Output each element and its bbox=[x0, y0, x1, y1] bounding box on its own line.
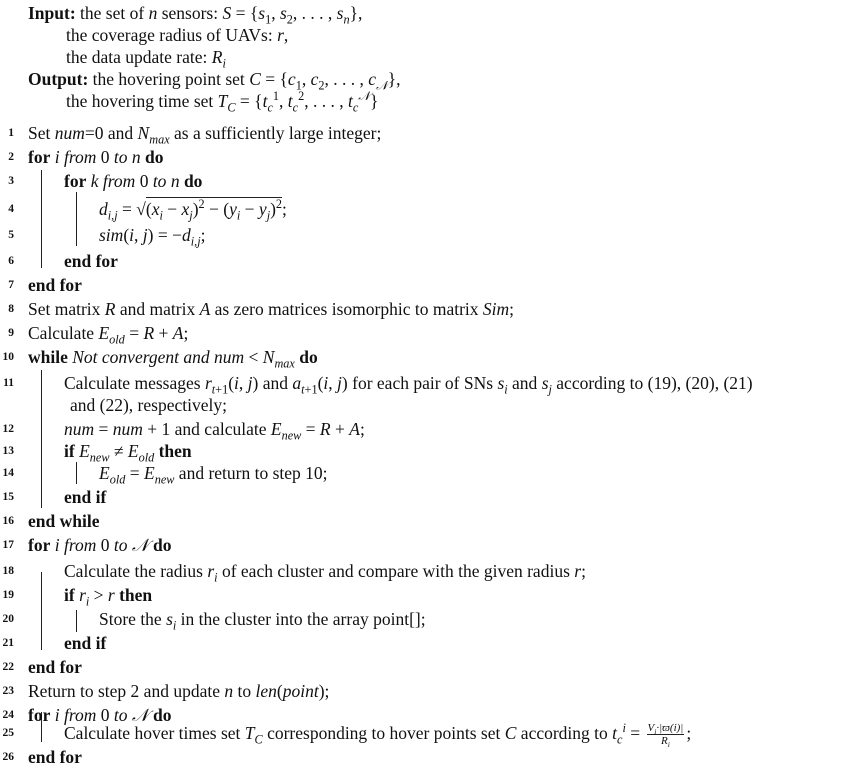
step-13: if $E_{new} \ne E_{old}$ then bbox=[64, 441, 192, 465]
line-number: 9 bbox=[8, 327, 14, 339]
step-18: Calculate the radius $r_i$ of each cluster and compare with the given radius r; bbox=[64, 561, 586, 585]
step-11: Calculate messages $r_{t+1}(i$, j) and $a_{t+1}(i$, j) for each pair of SNs $s_i$ and $s_j$ according to (19), (20), (21) bbox=[64, 373, 753, 397]
line-number: 3 bbox=[8, 175, 14, 187]
line-number: 16 bbox=[2, 515, 14, 527]
step-16: end while bbox=[28, 511, 100, 531]
hover-time-fraction: $\frac{V_i\cdot|ϖ(i)|}{R_i}$ bbox=[647, 722, 684, 750]
step-8: Set matrix R and matrix A as zero matrices isomorphic to matrix Sim; bbox=[28, 299, 515, 319]
step-20: Store the $s_i$ in the cluster into the array point[]; bbox=[99, 609, 426, 633]
step-10: while Not convergent and num < $N_{max}$ do bbox=[28, 347, 318, 371]
line-number: 1 bbox=[8, 127, 14, 139]
indent-bar-for-i bbox=[41, 170, 42, 268]
indent-bar-for-k bbox=[76, 192, 77, 246]
step-3: for k from 0 to n do bbox=[64, 171, 203, 191]
line-number: 10 bbox=[2, 351, 14, 363]
step-2: for i from 0 to n do bbox=[28, 147, 164, 167]
step-15: end if bbox=[64, 487, 107, 507]
output-line-2: the hovering time set $T_C = \{t_c^1$, $t_c^2$, . . . , $t_c^𝒩$} bbox=[66, 89, 379, 115]
indent-bar-if-19 bbox=[76, 610, 77, 632]
output-line-1: Output: the hovering point set $C = \{c_1$, $c_2$, . . . , $c_𝒩$}, bbox=[28, 69, 401, 93]
line-number: 17 bbox=[2, 539, 14, 551]
step-1: Set num=0 and $N_{max}$ as a sufficiently large integer; bbox=[28, 123, 382, 147]
step-4: $d_{i,j} = √(x_i - x_j)^2 - (y_i - y_j)^2$; bbox=[99, 197, 287, 223]
step-12: num = num + 1 and calculate $E_{new} = R + A$; bbox=[64, 419, 365, 443]
line-number: 22 bbox=[2, 661, 14, 673]
line-number: 11 bbox=[3, 377, 14, 389]
line-number: 25 bbox=[2, 727, 14, 739]
line-number: 21 bbox=[2, 637, 14, 649]
input-line-2: the coverage radius of UAVs: r, bbox=[66, 25, 289, 45]
step-24: for i from 0 to 𝒩 do bbox=[28, 705, 172, 725]
line-number: 23 bbox=[2, 685, 14, 697]
line-number: 4 bbox=[8, 203, 14, 215]
line-number: 19 bbox=[2, 589, 14, 601]
line-number: 8 bbox=[8, 303, 14, 315]
line-number: 20 bbox=[2, 613, 14, 625]
line-number: 26 bbox=[2, 751, 14, 763]
input-line-1: Input: the set of n sensors: $S = \{s_1$, $s_2$, . . . , $s_n$}, bbox=[28, 3, 363, 27]
step-17: for i from 0 to 𝒩 do bbox=[28, 535, 172, 555]
indent-bar-while bbox=[41, 370, 42, 508]
line-number: 24 bbox=[2, 709, 14, 721]
step-11-continuation: and (22), respectively; bbox=[70, 395, 227, 415]
step-14: $E_{old} = E_{new}$ and return to step 10; bbox=[99, 463, 328, 487]
step-7: end for bbox=[28, 275, 82, 295]
step-6: end for bbox=[64, 251, 118, 271]
step-5: sim(i, $j) = -d_{i,j}$; bbox=[99, 225, 206, 249]
output-label: Output: bbox=[28, 69, 89, 89]
step-19: if $r_i > r$ then bbox=[64, 585, 153, 609]
step-22: end for bbox=[28, 657, 82, 677]
input-line-3: the data update rate: $R_i$ bbox=[66, 47, 226, 71]
step-23: Return to step 2 and update n to len(point); bbox=[28, 681, 330, 701]
step-9: Calculate $E_{old} = R + A$; bbox=[28, 323, 189, 347]
line-number: 13 bbox=[2, 445, 14, 457]
line-number: 15 bbox=[2, 491, 14, 503]
line-number: 6 bbox=[8, 255, 14, 267]
input-label: Input: bbox=[28, 3, 76, 23]
indent-bar-for-17 bbox=[41, 572, 42, 650]
line-number: 5 bbox=[8, 229, 14, 241]
line-number: 18 bbox=[2, 565, 14, 577]
line-number: 2 bbox=[8, 151, 14, 163]
line-number: 7 bbox=[8, 279, 14, 291]
step-21: end if bbox=[64, 633, 107, 653]
step-26: end for bbox=[28, 747, 82, 767]
line-number: 14 bbox=[2, 467, 14, 479]
line-number: 12 bbox=[2, 423, 14, 435]
step-25: Calculate hover times set $T_C$ corresponding to hover points set C according to $t_c^i$ = $\frac{V_i\cdot|ϖ(i)|}{R_i}$ ; bbox=[64, 721, 692, 750]
indent-bar-if-13 bbox=[76, 462, 77, 484]
